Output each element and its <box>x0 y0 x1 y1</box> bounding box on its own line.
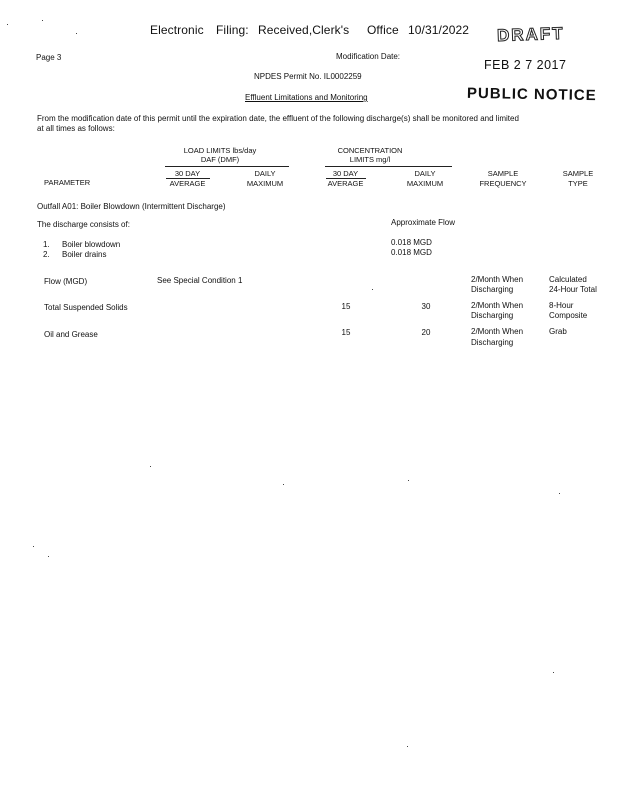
load-limits-title: LOAD LIMITS lbs/day <box>183 146 257 155</box>
row-type-1: Grab <box>549 327 567 336</box>
col-conc-30day-2: AVERAGE <box>327 179 364 188</box>
filing-office: Office <box>367 23 399 37</box>
scan-speck <box>372 289 373 290</box>
scan-speck <box>407 746 408 747</box>
feb-date-stamp: FEB 2 7 2017 <box>484 58 567 72</box>
col-load-daily-1: DAILY <box>254 169 276 178</box>
discharge-consists: The discharge consists of: <box>37 220 130 229</box>
col-sample-type-2: TYPE <box>568 179 588 188</box>
public-notice-stamp: PUBLIC NOTICE <box>466 84 597 105</box>
discharge-item-name: Boiler drains <box>62 250 107 259</box>
col-load-30day-1: 30 DAY <box>174 169 201 178</box>
conc-limits-subtitle: LIMITS mg/l <box>349 155 391 164</box>
row-conc-daily: 30 <box>421 302 431 311</box>
filing-electronic: Electronic <box>150 23 204 37</box>
filing-filing: Filing: <box>216 23 249 37</box>
scan-speck <box>42 20 43 21</box>
load-limits-rule <box>165 166 289 167</box>
discharge-item-num: 2. <box>43 250 50 259</box>
row-freq-2: Discharging <box>471 285 514 294</box>
intro-line-1: From the modification date of this permit until the expiration date, the effluent of the following discharge(s) shall be monitored and limited <box>37 114 519 123</box>
discharge-item-name: Boiler blowdown <box>62 240 121 249</box>
row-freq-1: 2/Month When <box>471 301 524 310</box>
col-sample-type-1: SAMPLE <box>562 169 594 178</box>
scan-speck <box>33 546 34 547</box>
row-conc-daily: 20 <box>421 328 431 337</box>
scan-speck <box>283 484 284 485</box>
row-type-2: Composite <box>549 311 588 320</box>
outfall-title: Outfall A01: Boiler Blowdown (Intermittent Discharge) <box>37 202 226 211</box>
discharge-item-flow: 0.018 MGD <box>391 238 432 247</box>
draft-stamp: DRAFT <box>496 23 565 46</box>
row-type-2: 24-Hour Total <box>549 285 597 294</box>
scan-speck <box>408 480 409 481</box>
row-freq-1: 2/Month When <box>471 327 524 336</box>
row-parameter: Oil and Grease <box>44 330 98 339</box>
scan-speck <box>553 672 554 673</box>
row-note: See Special Condition 1 <box>157 276 243 285</box>
load-limits-subtitle: DAF (DMF) <box>200 155 240 164</box>
row-freq-1: 2/Month When <box>471 275 524 284</box>
scan-speck <box>7 24 8 25</box>
row-parameter: Total Suspended Solids <box>44 303 128 312</box>
discharge-item-flow: 0.018 MGD <box>391 248 432 257</box>
col-load-daily-2: MAXIMUM <box>246 179 284 188</box>
conc-limits-rule <box>325 166 452 167</box>
row-type-1: 8-Hour <box>549 301 574 310</box>
col-parameter: PARAMETER <box>44 178 91 187</box>
filing-date: 10/31/2022 <box>408 23 470 37</box>
row-conc-30day: 15 <box>341 328 351 337</box>
section-title: Effluent Limitations and Monitoring <box>245 93 368 102</box>
approx-flow-label: Approximate Flow <box>391 218 456 227</box>
filing-received: Received,Clerk's <box>258 23 350 37</box>
row-freq-2: Discharging <box>471 338 514 347</box>
col-sample-freq-2: FREQUENCY <box>479 179 527 188</box>
row-type-1: Calculated <box>549 275 587 284</box>
conc-limits-title: CONCENTRATION <box>337 146 403 155</box>
modification-date-label: Modification Date: <box>336 52 401 61</box>
scan-speck <box>150 466 151 467</box>
scan-speck <box>76 33 77 34</box>
col-conc-daily-1: DAILY <box>414 169 436 178</box>
row-parameter: Flow (MGD) <box>44 277 88 286</box>
intro-line-2: at all times as follows: <box>37 124 115 133</box>
row-freq-2: Discharging <box>471 311 514 320</box>
col-load-30day-2: AVERAGE <box>169 179 206 188</box>
scan-speck <box>559 493 560 494</box>
col-conc-daily-2: MAXIMUM <box>406 179 444 188</box>
permit-number: NPDES Permit No. IL0002259 <box>254 72 362 81</box>
col-sample-freq-1: SAMPLE <box>487 169 519 178</box>
col-conc-30day-1: 30 DAY <box>332 169 359 178</box>
discharge-item-num: 1. <box>43 240 50 249</box>
scan-speck <box>48 556 49 557</box>
page-label: Page 3 <box>36 53 62 62</box>
row-conc-30day: 15 <box>341 302 351 311</box>
